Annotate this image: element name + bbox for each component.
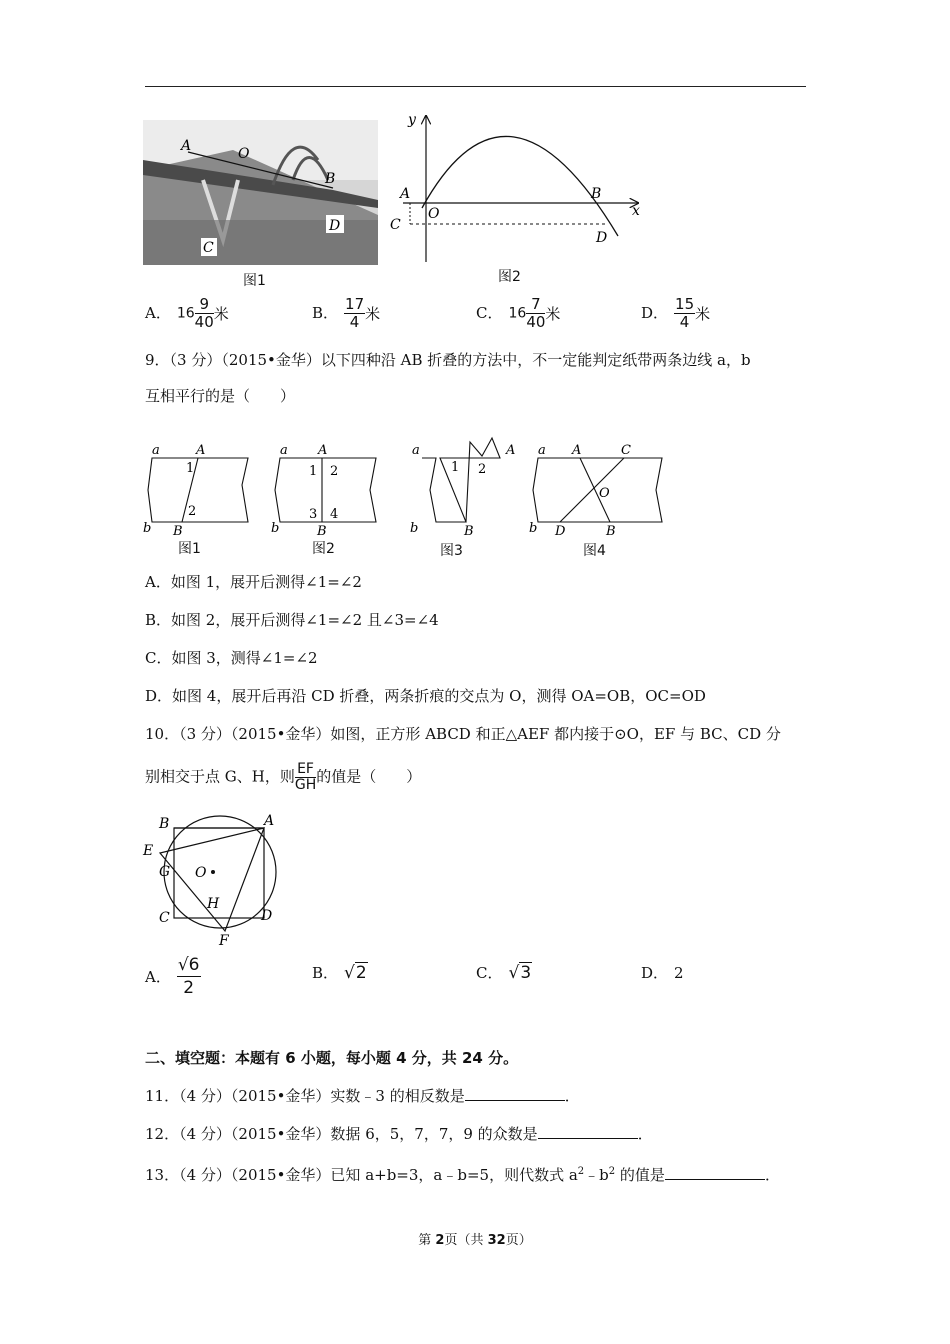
- photo-label-A: A: [181, 138, 192, 154]
- svg-text:G: G: [159, 864, 171, 880]
- q8-option-a-num: 9: [195, 296, 214, 314]
- q9-fig4-caption: 图4: [583, 543, 606, 559]
- graph-label-A: A: [400, 186, 411, 202]
- q10-stem-post: 的值是（ ）: [316, 767, 422, 786]
- q10-option-b[interactable]: B． √2: [312, 963, 367, 983]
- q10-option-d-value: 2: [674, 964, 684, 982]
- q9-figures: [140, 438, 680, 559]
- q8-option-c[interactable]: [476, 296, 560, 331]
- q10-option-c-label: C．: [476, 964, 503, 982]
- q13-pre: 13．（4 分）（2015•金华）已知 a+b=3，a﹣b=5，则代数式 a: [145, 1166, 578, 1184]
- q11-text: 11．（4 分）（2015•金华）实数﹣3 的相反数是: [145, 1087, 465, 1105]
- q8-option-a-den: 40: [194, 313, 214, 331]
- footer-post: 页）: [505, 1233, 532, 1248]
- svg-text:B: B: [317, 524, 327, 539]
- footer-page-number: 2: [435, 1233, 445, 1248]
- svg-text:C: C: [621, 443, 631, 458]
- q8-option-d-den: 4: [679, 313, 690, 331]
- svg-text:3: 3: [309, 507, 318, 522]
- svg-text:2: 2: [330, 464, 339, 479]
- svg-text:1: 1: [186, 461, 195, 476]
- q9-fig1-caption: 图1: [178, 541, 201, 557]
- svg-text:A: A: [572, 443, 582, 458]
- graph-label-x: x: [632, 203, 640, 219]
- q9-stem-line1: 9．（3 分）（2015•金华）以下四种沿 AB 折叠的方法中，不一定能判定纸带两条边线 a，b: [145, 351, 751, 369]
- graph-label-B: B: [591, 186, 602, 202]
- q10-option-a[interactable]: [145, 954, 201, 999]
- q8-option-b-num: 17: [345, 295, 365, 313]
- bridge-photo: [143, 120, 378, 265]
- svg-text:a: a: [538, 443, 546, 458]
- q13-end: ．: [764, 1166, 780, 1184]
- q9-stem-line2: 互相平行的是（ ）: [145, 387, 296, 405]
- q9-fig2-caption: 图2: [312, 541, 335, 557]
- q8-option-c-num: 7: [526, 296, 545, 314]
- q13: [145, 1162, 780, 1185]
- q13-sup2: 2: [608, 1166, 616, 1177]
- svg-text:A: A: [318, 443, 328, 458]
- section2-heading: 二、填空题：本题有 6 小题，每小题 4 分，共 24 分。: [145, 1049, 519, 1067]
- q8-option-b[interactable]: [312, 296, 380, 331]
- svg-text:D: D: [555, 524, 566, 539]
- svg-text:a: a: [280, 443, 288, 458]
- page-footer: [0, 1229, 950, 1248]
- q10-option-a-label: A．: [145, 968, 171, 986]
- svg-text:A: A: [264, 813, 275, 829]
- q8-option-d[interactable]: [641, 296, 710, 331]
- q12-end: ．: [637, 1125, 653, 1143]
- svg-text:C: C: [159, 910, 170, 926]
- q8-option-a-whole: 16: [176, 305, 195, 322]
- q10-option-c-radicand: 3: [520, 963, 532, 983]
- q9-option-d[interactable]: D．如图 4，展开后再沿 CD 折叠，两条折痕的交点为 O，测得 OA=OB，OC=OD: [145, 687, 706, 705]
- parabola-graph-figure: [388, 112, 653, 285]
- q10-option-b-label: B．: [312, 964, 339, 982]
- svg-text:2: 2: [188, 504, 197, 519]
- q10-option-c[interactable]: C． √3: [476, 963, 532, 983]
- q8-option-d-unit: 米: [695, 305, 711, 323]
- q10-figure: [143, 810, 303, 950]
- svg-text:E: E: [143, 843, 154, 859]
- q8-option-b-den: 4: [349, 313, 360, 331]
- q8-option-c-den: 40: [526, 313, 546, 331]
- bridge-photo-figure: [143, 120, 378, 289]
- parabola-graph: [388, 112, 653, 267]
- q8-option-a-label: A．: [145, 303, 171, 322]
- svg-text:a: a: [412, 443, 420, 458]
- photo-label-D: D: [329, 218, 341, 234]
- q11: [145, 1086, 580, 1106]
- q8-option-a-unit: 米: [213, 305, 229, 323]
- q8-option-d-label: D．: [641, 303, 669, 322]
- footer-total-pages: 32: [487, 1233, 506, 1248]
- footer-mid: 页（共: [444, 1233, 488, 1248]
- svg-text:B: B: [606, 524, 616, 539]
- paper-strip-figures: [140, 438, 680, 543]
- q13-answer-blank[interactable]: [665, 1165, 765, 1180]
- q11-answer-blank[interactable]: [465, 1086, 565, 1101]
- graph-label-D: D: [596, 230, 608, 246]
- q10-option-d[interactable]: [641, 962, 684, 983]
- svg-text:b: b: [410, 521, 419, 536]
- svg-text:F: F: [219, 933, 229, 949]
- svg-text:2: 2: [478, 462, 487, 477]
- q10-option-b-radicand: 2: [355, 963, 367, 983]
- svg-text:O: O: [599, 486, 610, 501]
- q8-option-a[interactable]: [145, 296, 229, 331]
- circle-square-triangle-figure: [143, 810, 303, 950]
- q8-option-c-unit: 米: [545, 305, 561, 323]
- svg-text:D: D: [261, 908, 273, 924]
- svg-text:a: a: [152, 443, 160, 458]
- photo-label-O: O: [238, 146, 250, 162]
- svg-text:b: b: [529, 521, 538, 536]
- fig2-caption: 图2: [498, 269, 521, 285]
- q12-answer-blank[interactable]: [538, 1124, 638, 1139]
- q13-sup1: 2: [577, 1166, 585, 1177]
- q8-option-b-unit: 米: [365, 305, 381, 323]
- graph-label-C: C: [390, 217, 401, 233]
- q8-option-d-num: 15: [675, 295, 695, 313]
- fig1-caption: 图1: [243, 273, 266, 289]
- q13-mid: ﹣b: [584, 1166, 609, 1184]
- q10-stem-line2: [145, 762, 421, 793]
- q10-option-a-num: √6: [177, 955, 200, 975]
- svg-text:B: B: [173, 524, 183, 539]
- svg-text:H: H: [207, 896, 220, 912]
- q9-option-a[interactable]: A．如图 1，展开后测得∠1=∠2: [145, 573, 362, 591]
- photo-label-C: C: [203, 240, 214, 256]
- svg-text:b: b: [271, 521, 280, 536]
- svg-text:O: O: [195, 865, 207, 881]
- svg-text:1: 1: [451, 460, 460, 475]
- q10-frac-den: GH: [294, 777, 317, 793]
- svg-text:B: B: [159, 816, 170, 832]
- q12: [145, 1124, 653, 1144]
- q9-option-c[interactable]: C．如图 3，测得∠1=∠2: [145, 649, 318, 667]
- q11-end: ．: [564, 1087, 580, 1105]
- graph-label-y: y: [408, 112, 416, 128]
- q10-stem-pre: 别相交于点 G、H，则: [145, 767, 295, 786]
- svg-text:B: B: [464, 524, 474, 539]
- q10-option-d-label: D．: [641, 964, 669, 982]
- q12-text: 12．（4 分）（2015•金华）数据 6，5，7，7，9 的众数是: [145, 1125, 538, 1143]
- svg-text:A: A: [506, 443, 516, 458]
- svg-text:A: A: [196, 443, 206, 458]
- q10-stem-line1: 10．（3 分）（2015•金华）如图，正方形 ABCD 和正△AEF 都内接于⊙O，EF 与 BC、CD 分: [145, 725, 781, 743]
- q9-option-b[interactable]: B．如图 2，展开后测得∠1=∠2 且∠3=∠4: [145, 611, 439, 629]
- graph-label-O: O: [428, 206, 440, 222]
- svg-text:b: b: [143, 521, 152, 536]
- header-rule: [145, 86, 806, 87]
- q8-option-c-whole: 16: [508, 305, 527, 322]
- q8-option-c-label: C．: [476, 303, 503, 322]
- q10-frac-num: EF: [295, 762, 316, 778]
- q8-option-b-label: B．: [312, 303, 339, 322]
- footer-pre: 第: [418, 1233, 436, 1248]
- photo-label-B: B: [325, 171, 336, 187]
- svg-text:1: 1: [309, 464, 318, 479]
- q10-option-a-den: 2: [183, 978, 195, 998]
- svg-text:4: 4: [330, 507, 339, 522]
- q13-post: 的值是: [615, 1166, 665, 1184]
- q9-fig3-caption: 图3: [440, 543, 463, 559]
